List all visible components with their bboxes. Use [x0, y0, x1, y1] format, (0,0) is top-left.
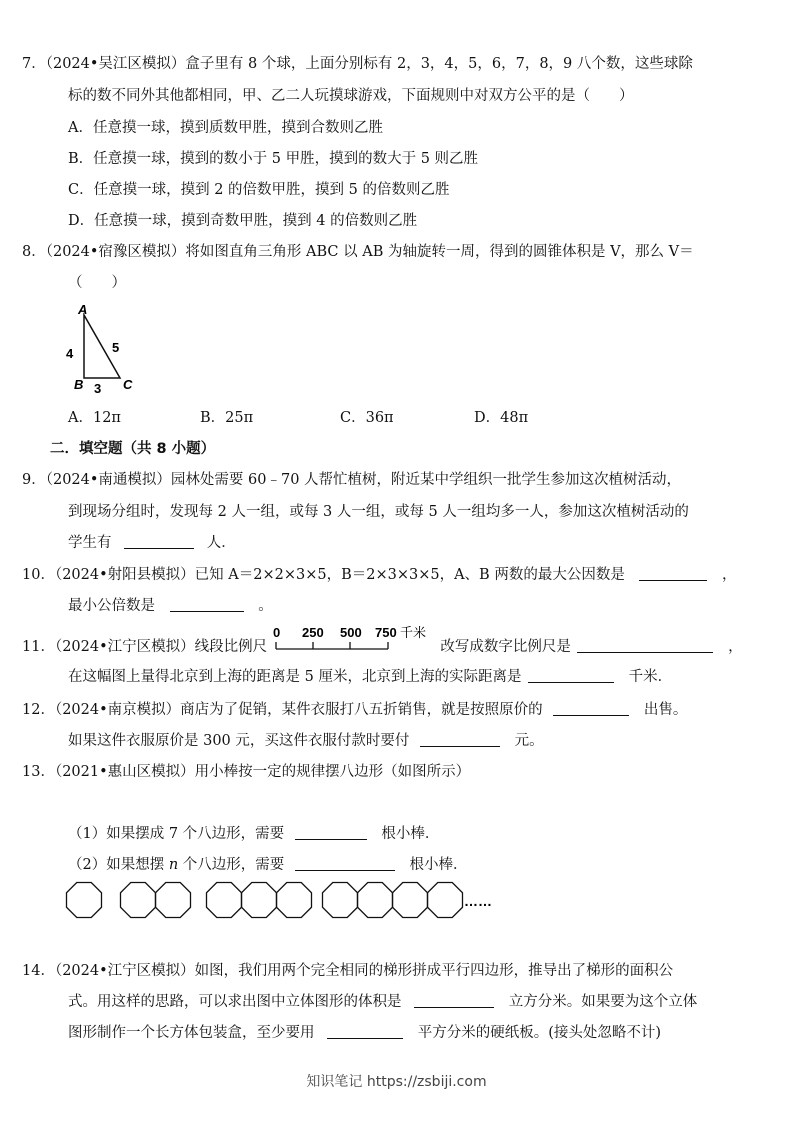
q12-text-a: 12．（2024•南京模拟）商店为了促销，某件衣服打八五折销售，就是按照原价的 [22, 702, 543, 718]
q11-distance-blank[interactable] [528, 668, 614, 683]
q14-text-d: 平方分米的硬纸板。(接头处忽略不计) [417, 1025, 662, 1041]
right-triangle-figure [60, 300, 144, 396]
q9-line-3 [68, 533, 236, 553]
side-ac-label: 5 [112, 340, 120, 355]
q13-sub-2 [68, 855, 468, 875]
q8-option-d: D．48π [474, 410, 529, 426]
q13-n-blank[interactable] [295, 856, 395, 871]
octagon-shape [277, 883, 312, 918]
q10-line-1 [22, 565, 737, 585]
q8-option-a: A．12π [68, 410, 121, 426]
octagon-ellipsis: …… [464, 893, 492, 909]
q10-lcm-blank[interactable] [170, 597, 244, 612]
scale-tick-250: 250 [301, 625, 324, 640]
q14-area-blank[interactable] [327, 1024, 403, 1039]
q8-line-1: 8．（2024•宿豫区模拟）将如图直角三角形 ABC 以 AB 为轴旋转一周，得到的圆锥体积是 V，那么 V＝ [22, 244, 694, 260]
q14-line-2 [68, 992, 697, 1012]
q12-text-c: 如果这件衣服原价是 300 元，买这件衣服付款时要付 [68, 733, 410, 749]
scale-tick-500: 500 [339, 625, 362, 640]
side-ab-label: 4 [66, 346, 74, 361]
octagon-shape [67, 883, 102, 918]
q10-gcd-blank[interactable] [639, 566, 707, 581]
side-bc-label: 3 [94, 381, 102, 396]
q13-text-a: （1）如果摆成 7 个八边形，需要 [68, 826, 285, 842]
q12-text-b: 出售。 [643, 702, 688, 718]
q9-line-2: 到现场分组时，发现每 2 人一组，或每 3 人一组，或每 5 人一组均多一人，参加这次植树活动的 [68, 504, 689, 520]
q7-line-2: 标的数不同外其他都相同，甲、乙二人玩摸球游戏，下面规则中对双方公平的是（ ） [68, 88, 634, 104]
q9-line-1: 9．（2024•南通模拟）园林处需要 60﹣70 人帮忙植树，附近某中学组织一批学生参加这次植树活动， [22, 472, 682, 488]
q11-text-c: ， [728, 639, 743, 655]
octagon-shape [207, 883, 242, 918]
q14-text-c: 图形制作一个长方体包装盒，至少要用 [68, 1025, 315, 1041]
q12-text-d: 元。 [514, 733, 544, 749]
q11-text-a: 11．（2024•江宁区模拟）线段比例尺 [22, 639, 268, 655]
octagon-shape [156, 883, 191, 918]
q13-text-c: （2）如果想摆 [68, 857, 165, 873]
vertex-a-label: A [78, 302, 88, 317]
q9-text-b: 人． [206, 535, 236, 551]
q14-line-1: 14．（2024•江宁区模拟）如图，我们用两个完全相同的梯形拼成平行四边形，推导出了梯形的面积公 [22, 963, 674, 979]
q7-option-a: A．任意摸一球，摸到质数甲胜，摸到合数则乙胜 [68, 120, 383, 136]
q7-line-1: 7．（2024•吴江区模拟）盒子里有 8 个球，上面分别标有 2，3，4，5，6，7，8，9 八个数，这些球除 [22, 56, 693, 72]
q7-option-b: B．任意摸一球，摸到的数小于 5 甲胜，摸到的数大于 5 则乙胜 [68, 151, 479, 167]
line-scale-figure [272, 623, 436, 653]
q8-option-b: B．25π [200, 410, 254, 426]
octagon-pattern-figure [60, 880, 500, 920]
q11-line-1 [22, 625, 743, 657]
vertex-b-label: B [74, 377, 84, 392]
q13-text-d: 个八边形，需要 [182, 857, 285, 873]
q9-text-a: 学生有 [68, 535, 112, 551]
q13-variable-n: n [168, 857, 179, 873]
q8-option-c: C．36π [340, 410, 394, 426]
scale-tick-750: 750 [374, 625, 397, 640]
vertex-c-label: C [123, 377, 133, 392]
q13-seven-blank[interactable] [295, 825, 367, 840]
scale-unit: 千米 [399, 625, 426, 640]
q11-ratio-blank[interactable] [577, 638, 713, 653]
q10-text-a: 10．（2024•射阳县模拟）已知 A＝2×2×3×5，B＝2×3×3×5，A、B 两数的最大公因数是 [22, 567, 625, 583]
q13-sub-1 [68, 824, 439, 844]
q7-option-d: D．任意摸一球，摸到奇数甲胜，摸到 4 的倍数则乙胜 [68, 213, 418, 229]
q14-volume-blank[interactable] [414, 993, 494, 1008]
q13-line-1: 13．（2021•惠山区模拟）用小棒按一定的规律摆八边形（如图所示） [22, 764, 471, 780]
octagon-shape [242, 883, 277, 918]
q11-line-2 [68, 667, 672, 687]
q11-text-e: 千米． [628, 669, 673, 685]
octagon-shape [428, 883, 463, 918]
q13-text-b: 根小棒． [381, 826, 440, 842]
octagon-shape [358, 883, 393, 918]
q10-text-b: ， [722, 567, 737, 583]
q14-line-3 [68, 1023, 661, 1043]
q14-text-a: 式。用这样的思路，可以求出图中立体图形的体积是 [68, 994, 402, 1010]
octagon-shape [121, 883, 156, 918]
octagon-shape [323, 883, 358, 918]
q13-text-e: 根小棒． [409, 857, 468, 873]
q7-option-c: C．任意摸一球，摸到 2 的倍数甲胜，摸到 5 的倍数则乙胜 [68, 182, 450, 198]
q14-text-b: 立方分米。如果要为这个立体 [508, 994, 698, 1010]
q11-text-d: 在这幅图上量得北京到上海的距离是 5 厘米，北京到上海的实际距离是 [68, 669, 522, 685]
q8-line-2: （ ） [68, 275, 126, 291]
q10-line-2 [68, 596, 273, 616]
q12-percent-blank[interactable] [553, 701, 629, 716]
scale-tick-0: 0 [272, 625, 280, 640]
q10-text-d: 。 [258, 598, 273, 614]
q12-line-2 [68, 731, 544, 751]
octagon-shape [393, 883, 428, 918]
page-footer: 知识笔记 https://zsbiji.com [306, 1074, 487, 1090]
q10-text-c: 最小公倍数是 [68, 598, 155, 614]
q12-line-1 [22, 700, 687, 720]
q9-answer-blank[interactable] [124, 534, 194, 549]
q12-price-blank[interactable] [420, 732, 500, 747]
q11-text-b: 改写成数字比例尺是 [440, 639, 571, 655]
section-heading-fill-blank: 二．填空题（共 8 小题） [50, 441, 216, 457]
